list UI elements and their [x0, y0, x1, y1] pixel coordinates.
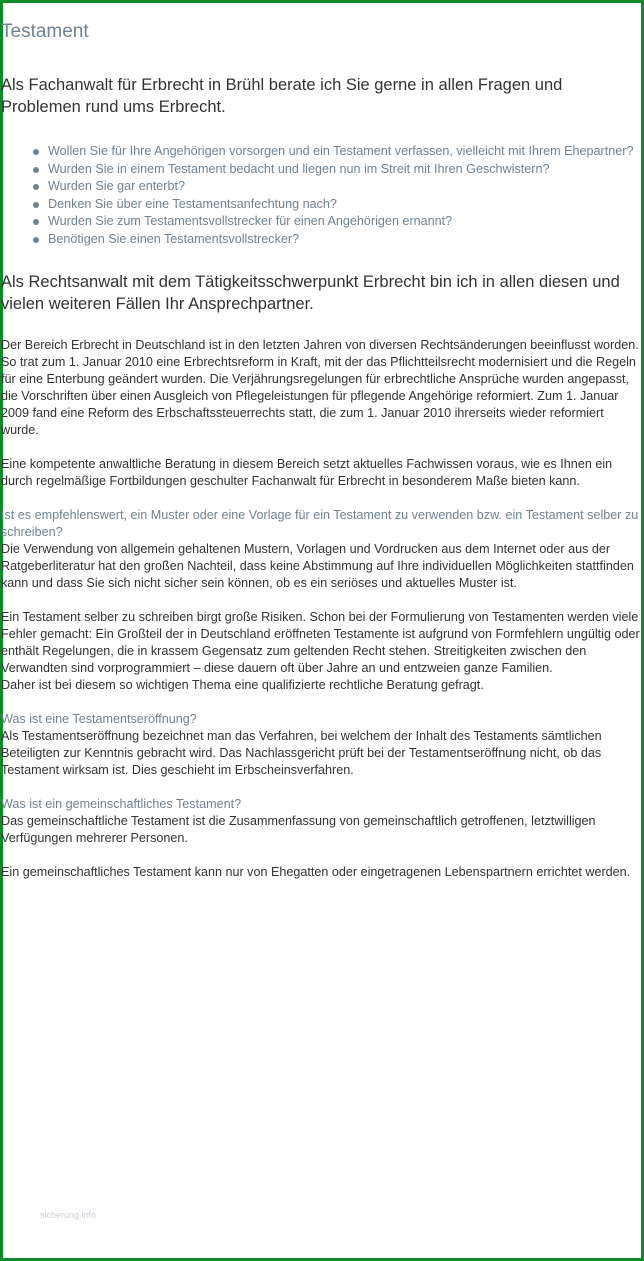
faq-answer-opening: Als Testamentseröffnung bezeichnet man das Verfahren, bei welchem der Inhalt des Testaments sämtlichen Beteiligten zur Kenntnis gebracht wird. Das Nachlassgericht prüft bei der Testamentseröffnung nicht, ob das Testament wirksam ist. Dies geschieht im Erbscheinsverfahren.: [1, 729, 602, 777]
list-item: Wollen Sie für Ihre Angehörigen vorsorgen und ein Testament verfassen, vielleicht mit Ihrem Ehepartner?: [48, 143, 640, 161]
paragraph-consulting: Eine kompetente anwaltliche Beratung in diesem Bereich setzt aktuelles Fachwissen voraus, wie es Ihnen ein durch regelmäßige Fortbildungen geschulter Fachanwalt für Erbrecht in besonderem Maße bieten kann.: [1, 457, 613, 488]
intro-text: Als Fachanwalt für Erbrecht in Brühl berate ich Sie gerne in allen Fragen und Problemen rund ums Erbrecht.: [1, 76, 563, 116]
list-item: Wurden Sie in einem Testament bedacht und liegen nun im Streit mit Ihren Geschwistern?: [48, 161, 640, 179]
faq-question-opening: Was ist eine Testamentseröffnung?: [1, 712, 197, 726]
faq-question-joint: Was ist ein gemeinschaftliches Testament?: [1, 797, 242, 811]
list-item: Benötigen Sie einen Testamentsvollstrecker?: [48, 231, 640, 249]
faq-answer-joint: Das gemeinschaftliche Testament ist die Zusammenfassung von gemeinschaftlich getroffenen, letztwilligen Verfügungen mehrerer Personen.: [1, 814, 596, 845]
main-content: [0, 20, 640, 898]
footer-note: sicherung.info: [40, 1210, 97, 1220]
paragraph-law-changes: Der Bereich Erbrecht in Deutschland ist in den letzten Jahren von diversen Rechtsänderungen beeinflusst worden. So trat zum 1. Januar 2010 eine Erbrechtsreform in Kraft, mit der das Pflichtteilsrecht modernisiert und die Regeln für eine Enterbung geändert wurden. Die Verjährungsregelungen für erbrechtliche Ansprüche wurden angepasst, die Vorschriften über einen Ausgleich von Pflegeleistungen für pflegende Angehörige reformiert. Zum 1. Januar 2009 fand eine Reform des Erbschaftssteuerrechts statt, die zum 1. Januar 2010 ihrerseits wieder reformiert wurde.: [1, 338, 639, 437]
paragraph-risks: Ein Testament selber zu schreiben birgt große Risiken. Schon bei der Formulierung von Testamenten werden viele Fehler gemacht: Ein Großteil der in Deutschland eröffneten Testamente ist aufgrund von Formfehlern ungültig oder enthält Regelungen, die in krassem Gegensatz zum geltenden Recht stehen. Streitigkeiten zwischen den Verwandten sind vorprogrammiert – diese dauern oft über Jahre an und entzweien ganze Familien.: [1, 610, 640, 675]
paragraph-advice: Daher ist bei diesem so wichtigen Thema eine qualifizierte rechtliche Beratung gefragt.: [1, 678, 484, 692]
faq-question-template: Ist es empfehlenswert, ein Muster oder eine Vorlage für ein Testament zu verwenden bzw. ein Testament selber zu schreiben?: [1, 508, 639, 539]
faq-answer-template: Die Verwendung von allgemein gehaltenen Mustern, Vorlagen und Vordrucken aus dem Internet oder aus der Ratgeberliteratur hat den großen Nachteil, dass keine Abstimmung auf Ihre individuellen Möglichkeiten stattfinden kann und dass Sie sich nicht sicher sein können, ob es ein seriöses und aktuelles Muster ist.: [1, 542, 634, 590]
list-item: Wurden Sie gar enterbt?: [48, 178, 640, 196]
expertise-text: Als Rechtsanwalt mit dem Tätigkeitsschwerpunkt Erbrecht bin ich in allen diesen und vielen weiteren Fällen Ihr Ansprechpartner.: [1, 273, 620, 313]
page-title: Testament: [1, 21, 89, 42]
paragraph-joint-testament: Ein gemeinschaftliches Testament kann nur von Ehegatten oder eingetragenen Lebenspartnern errichtet werden.: [1, 865, 631, 879]
question-list: [0, 143, 640, 248]
list-item: Wurden Sie zum Testamentsvollstrecker für einen Angehörigen ernannt?: [48, 213, 640, 231]
list-item: Denken Sie über eine Testamentsanfechtung nach?: [48, 196, 640, 214]
